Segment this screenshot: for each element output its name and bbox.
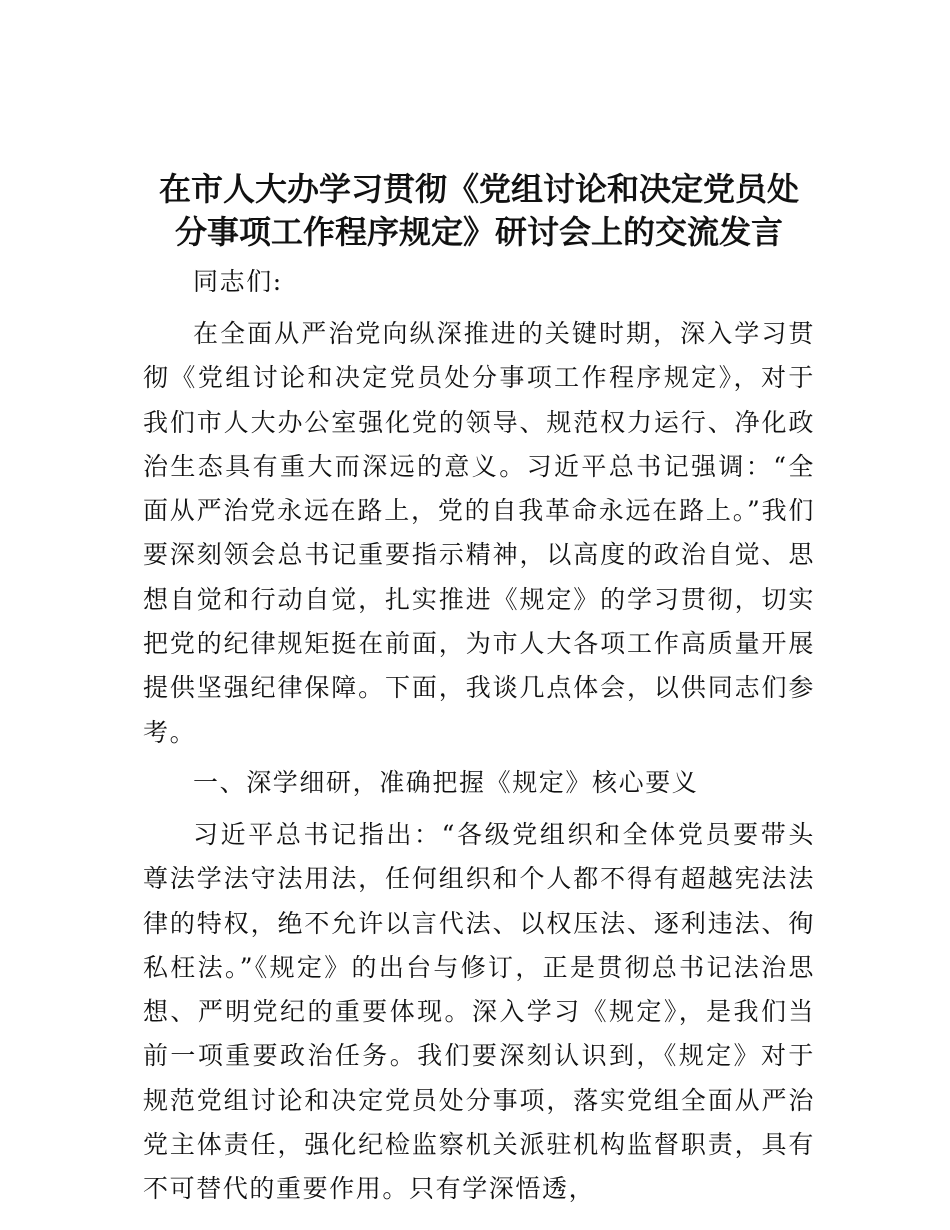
greeting: 同志们: bbox=[193, 267, 283, 296]
section-heading-1: 一、深学细研，准确把握《规定》核心要义 bbox=[193, 767, 699, 797]
paragraph-section-1: 习近平总书记指出：“各级党组织和全体党员要带头尊法学法守法用法，任何组织和个人都不得有超越宪法法律的特权，绝不允许以言代法、以权压法、逐利违法、徇私枉法。”《规定》的出台与修订，正是贯彻总书记法治思想、严明党纪的重要体现。深入学习《规定》，是我们当前一项重要政治任务。我们要深刻认识到，《规定》对于规范党组讨论和决定党员处分事项，落实党组全面从严治党主体责任，强化纪检监察机关派驻机构监督职责，具有不可替代的重要作用。只有学深悟透， bbox=[143, 819, 815, 1204]
document-title bbox=[133, 168, 825, 254]
paragraph-intro: 在全面从严治党向纵深推进的关键时期，深入学习贯彻《党组讨论和决定党员处分事项工作程序规定》，对于我们市人大办公室强化党的领导、规范权力运行、净化政治生态具有重大而深远的意义。习近平总书记强调：“全面从严治党永远在路上，党的自我革命永远在路上。”我们要深刻领会总书记重要指示精神，以高度的政治自觉、思想自觉和行动自觉，扎实推进《规定》的学习贯彻，切实把党的纪律规矩挺在前面，为市人大各项工作高质量开展提供坚强纪律保障。下面，我谈几点体会，以供同志们参考。 bbox=[143, 319, 815, 747]
document-page bbox=[143, 168, 815, 1218]
title-line-1: 在市人大办学习贯彻《党组讨论和决定党员处 bbox=[158, 170, 799, 208]
title-line-2: 分事项工作程序规定》研讨会上的交流发言 bbox=[174, 213, 783, 251]
